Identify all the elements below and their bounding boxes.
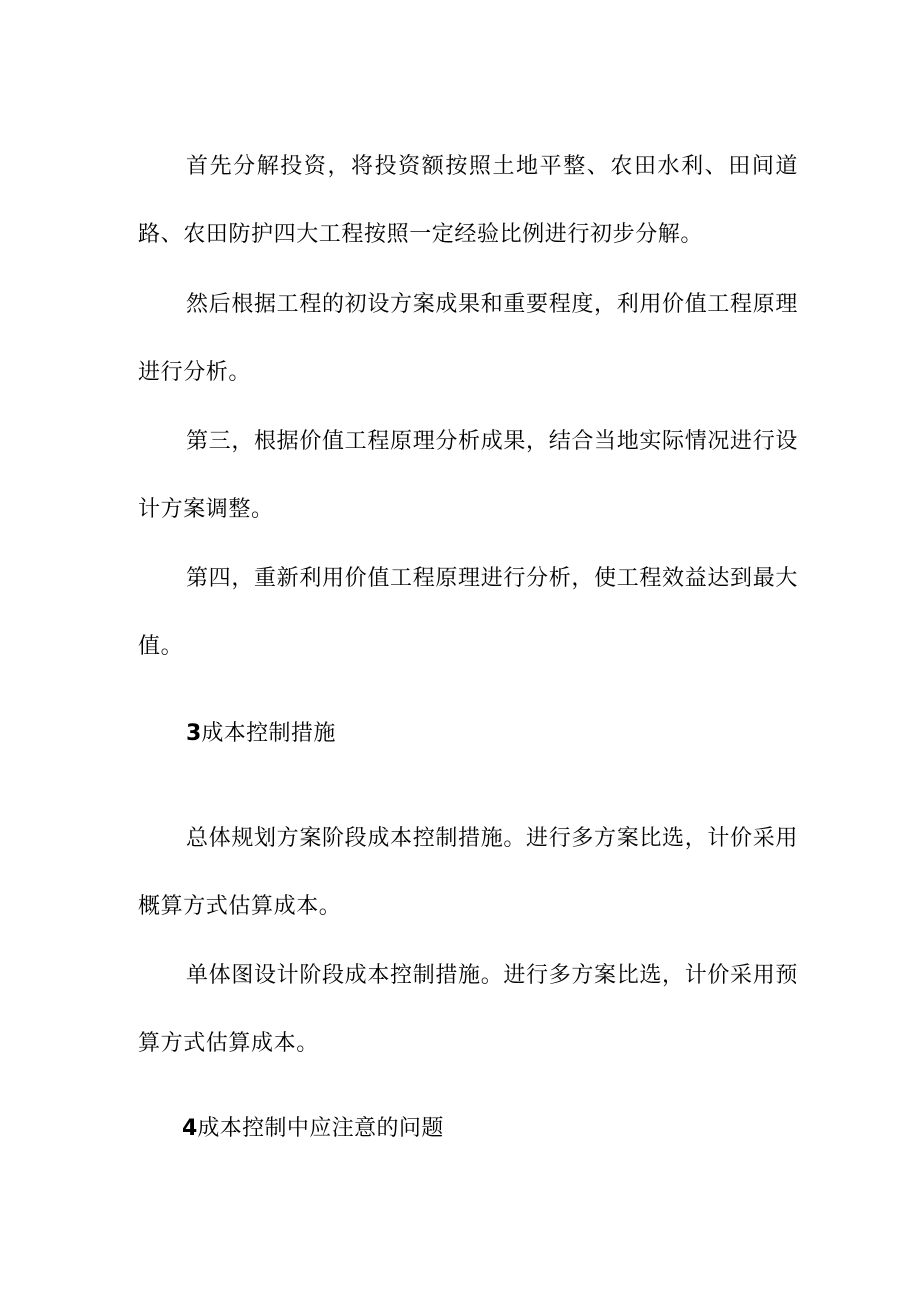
section-number: 4 [182,1116,198,1141]
paragraph-reanalysis: 第四，重新利用价值工程原理进行分析，使工程效益达到最大值。 [138,566,798,659]
paragraph-overall-planning-measures: 总体规划方案阶段成本控制措施。进行多方案比选，计价采用概算方式估算成本。 [138,826,798,919]
section-title: 成本控制中应注意的问题 [197,1116,444,1141]
section-number: 3 [186,721,202,746]
paragraph-design-adjustment: 第三，根据价值工程原理分析成果，结合当地实际情况进行设计方案调整。 [138,429,798,522]
section-heading-3 [186,719,336,749]
section-heading-4 [182,1114,444,1144]
paragraph-unit-design-measures: 单体图设计阶段成本控制措施。进行多方案比选，计价采用预算方式估算成本。 [138,963,798,1056]
paragraph-investment-breakdown: 首先分解投资，将投资额按照土地平整、农田水利、田间道路、农田防护四大工程按照一定经验比例进行初步分解。 [138,154,798,247]
section-title: 成本控制措施 [201,721,336,746]
paragraph-value-engineering-analysis: 然后根据工程的初设方案成果和重要程度，利用价值工程原理进行分析。 [138,292,798,385]
